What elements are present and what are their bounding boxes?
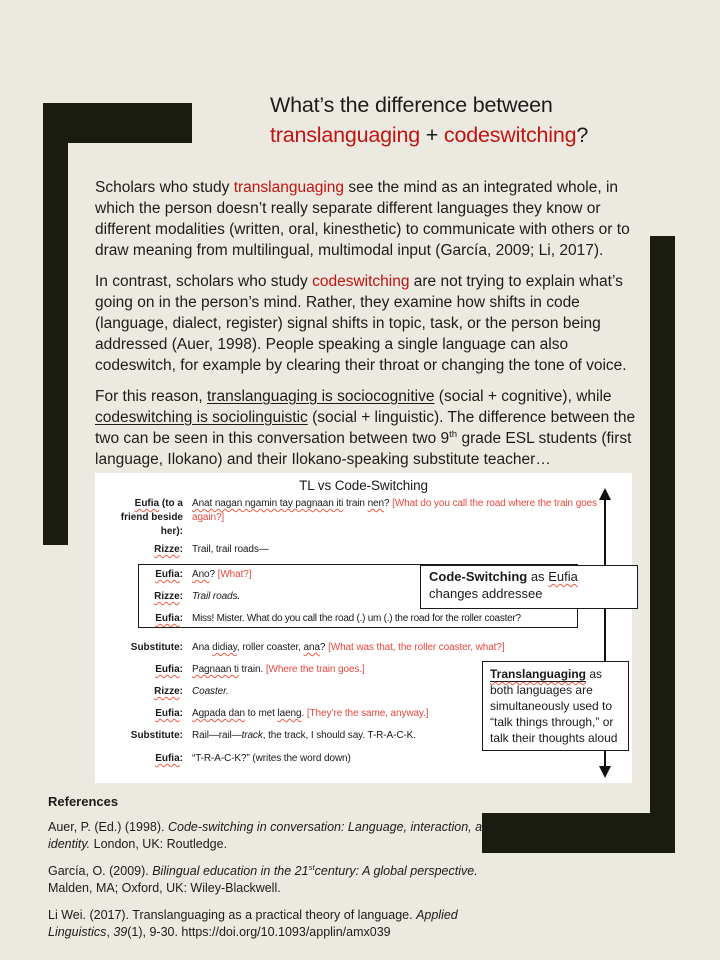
- utterance: Pagnaan ti train. [Where the train goes.]: [192, 664, 365, 675]
- speaker-label: Eufia:: [155, 664, 183, 675]
- speaker-label: Substitute:: [130, 730, 183, 741]
- utterance: “T-R-A-C-K?” (writes the word down): [192, 753, 351, 764]
- utterance: Agpada dan to met laeng. [They’re the same, anyway.]: [192, 708, 429, 719]
- references-heading: References: [48, 794, 119, 809]
- body-text: [95, 177, 636, 480]
- title-keyword-codeswitching: codeswitching: [443, 123, 577, 147]
- paragraph-comparison: For this reason, translanguaging is sociocognitive (social + cognitive), while codeswitching is sociolinguistic (social + linguistic). The difference between the two can be seen in this conversation between two 9th grade ESL students (first language, Ilokano) and their Ilokano-speaking substitute teacher…: [95, 388, 636, 468]
- speaker-label: Rizze:: [154, 544, 183, 555]
- keyword-translanguaging: translanguaging: [233, 179, 345, 196]
- speaker-label: Eufia:: [155, 753, 183, 764]
- translanguaging-callout: Translanguaging as both languages are simultaneously used to “talk things through,” or talk their thoughts aloud: [482, 661, 629, 751]
- slide-title: [270, 90, 690, 150]
- speaker-label: Eufia (to a friend beside her):: [120, 498, 183, 537]
- speaker-label: Rizze:: [154, 591, 183, 602]
- arrow-down-head-icon: [599, 766, 611, 778]
- paragraph-translanguaging: Scholars who study translanguaging see the mind as an integrated whole, in which the person doesn’t really separate different languages they know or different modalities (written, oral, kinesthetic) to communicate with others or to draw meaning from multilingual, multimodal input (García, 2009; Li, 2017).: [95, 179, 630, 259]
- utterance: Trail roads.: [192, 591, 241, 602]
- reference-li-wei: Li Wei. (2017). Translanguaging as a practical theory of language. Applied Linguistics, 39(1), 9-30. https://doi.org/10.1093/applin/amx039: [48, 908, 458, 939]
- utterance: Trail, trail roads—: [192, 544, 269, 555]
- top-left-corner-bar-vertical: [43, 103, 68, 545]
- figure-title: TL vs Code-Switching: [299, 478, 428, 493]
- slide-title-line2: translanguaging + codeswitching?: [270, 123, 589, 147]
- arrow-up-head-icon: [599, 488, 611, 500]
- speaker-label: Eufia:: [155, 613, 183, 624]
- title-keyword-translanguaging: translanguaging: [270, 123, 421, 147]
- speaker-label: Substitute:: [130, 642, 183, 653]
- speaker-label: Rizze:: [154, 686, 183, 697]
- figure-panel: [95, 473, 632, 783]
- utterance: Anat nagan ngamin tay pagnaan iti train nen? [What do you call the road where the train goes again?]: [192, 498, 597, 523]
- paragraph-codeswitching: In contrast, scholars who study codeswitching are not trying to explain what’s going on in the person’s mind. Rather, they examine how shifts in code (language, dialect, register) signal shifts in topic, task, or the person being addressed (Auer, 1998). People speaking a single language can also codeswitch, for example by clearing their throat or changing the tone of voice.: [95, 273, 627, 374]
- utterance: Coaster.: [192, 686, 229, 697]
- utterance: Ana didiay, roller coaster, ana? [What was that, the roller coaster, what?]: [192, 642, 505, 653]
- reference-garcia: García, O. (2009). Bilingual education in the 21stcentury: A global perspective. Malden, MA; Oxford, UK: Wiley-Blackwell.: [48, 862, 478, 895]
- reference-auer: Auer, P. (Ed.) (1998). Code-switching in conversation: Language, interaction, and identity. London, UK: Routledge.: [48, 820, 496, 851]
- codeswitching-callout: Code-Switching as Eufia changes addressee: [420, 565, 638, 609]
- speaker-label: Eufia:: [155, 569, 183, 580]
- speaker-label: Eufia:: [155, 708, 183, 719]
- bottom-right-corner-bar-vertical: [650, 236, 675, 853]
- bottom-right-corner-bar-horizontal: [482, 813, 675, 853]
- utterance: Miss! Mister. What do you call the road (.) um (.) the road for the roller coaster?: [192, 613, 521, 624]
- utterance: Ano? [What?]: [192, 569, 252, 580]
- slide-title-line1: What’s the difference between: [270, 93, 553, 117]
- references-section: [48, 793, 500, 951]
- utterance: Rail—rail—track, the track, I should say. T-R-A-C-K.: [192, 730, 416, 741]
- keyword-codeswitching: codeswitching: [312, 273, 410, 290]
